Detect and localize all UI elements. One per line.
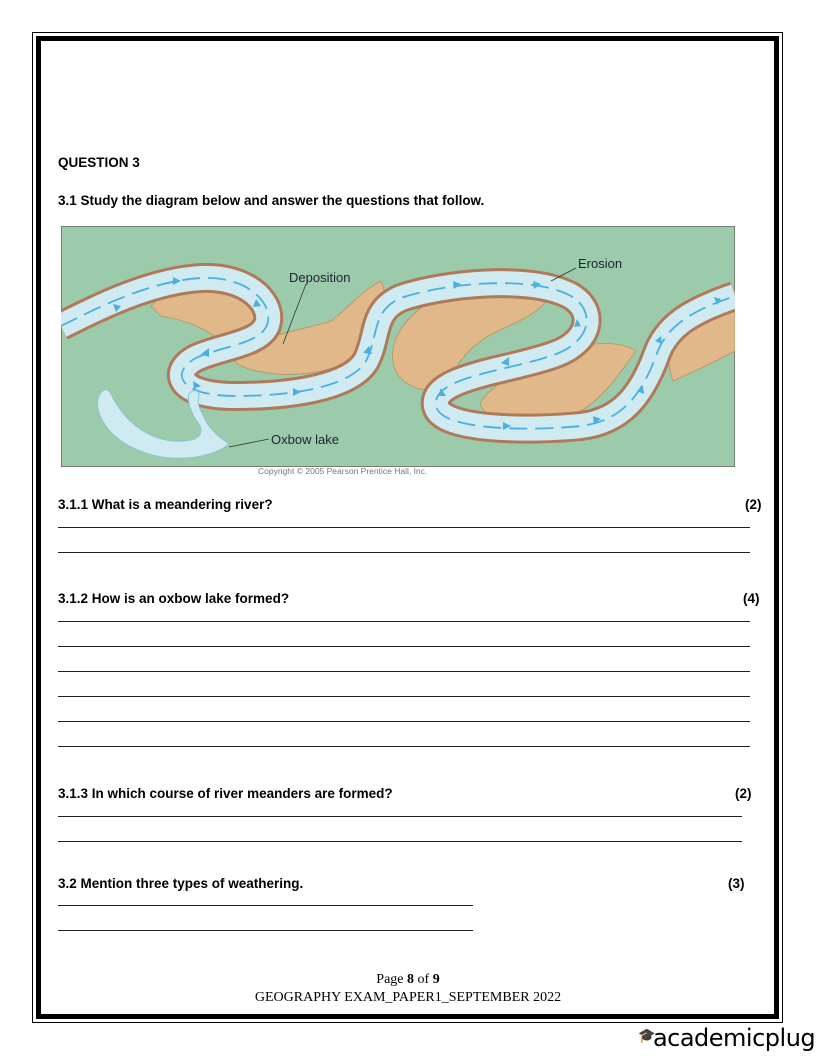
graduation-cap-icon: 🎓 bbox=[638, 1028, 655, 1044]
answer-line[interactable] bbox=[58, 621, 750, 622]
erosion-label: Erosion bbox=[578, 256, 623, 271]
question-3-1-1: 3.1.1 What is a meandering river? bbox=[58, 497, 273, 512]
meander-diagram bbox=[61, 226, 735, 467]
answer-line[interactable] bbox=[58, 646, 750, 647]
marks-3-1-3: (2) bbox=[735, 786, 752, 801]
answer-line[interactable] bbox=[58, 841, 742, 842]
question-3-1-3: 3.1.3 In which course of river meanders are formed? bbox=[58, 786, 393, 801]
answer-line[interactable] bbox=[58, 721, 750, 722]
page-number bbox=[0, 972, 816, 988]
logo-text-a: academic bbox=[652, 1024, 765, 1052]
exam-title: GEOGRAPHY EXAM_PAPER1_SEPTEMBER 2022 bbox=[254, 990, 562, 1005]
answer-line[interactable] bbox=[58, 816, 742, 817]
answer-line[interactable] bbox=[58, 527, 750, 528]
page-current: 8 bbox=[407, 972, 415, 987]
answer-line[interactable] bbox=[58, 905, 473, 906]
question-3-2: 3.2 Mention three types of weathering. bbox=[58, 876, 304, 891]
answer-line[interactable] bbox=[58, 552, 750, 553]
answer-line[interactable] bbox=[58, 930, 473, 931]
marks-3-2: (3) bbox=[728, 876, 745, 891]
diagram-copyright: Copyright © 2005 Pearson Prentice Hall, Inc. bbox=[258, 466, 428, 476]
logo-text-b: plug bbox=[764, 1024, 816, 1052]
answer-line[interactable] bbox=[58, 671, 750, 672]
academic-plug-logo bbox=[638, 1024, 815, 1052]
question-3-1-2: 3.1.2 How is an oxbow lake formed? bbox=[58, 591, 290, 606]
page-prefix: Page bbox=[376, 972, 408, 987]
marks-3-1-1: (2) bbox=[745, 497, 762, 512]
page-total: 9 bbox=[432, 972, 440, 987]
answer-line[interactable] bbox=[58, 746, 750, 747]
oxbow-label: Oxbow lake bbox=[271, 432, 339, 447]
question-intro: 3.1 Study the diagram below and answer the questions that follow. bbox=[58, 193, 485, 208]
deposition-label: Deposition bbox=[289, 270, 351, 285]
answer-line[interactable] bbox=[58, 696, 750, 697]
marks-3-1-2: (4) bbox=[743, 591, 760, 606]
page-mid: of bbox=[414, 972, 433, 987]
question-title: QUESTION 3 bbox=[58, 155, 140, 170]
